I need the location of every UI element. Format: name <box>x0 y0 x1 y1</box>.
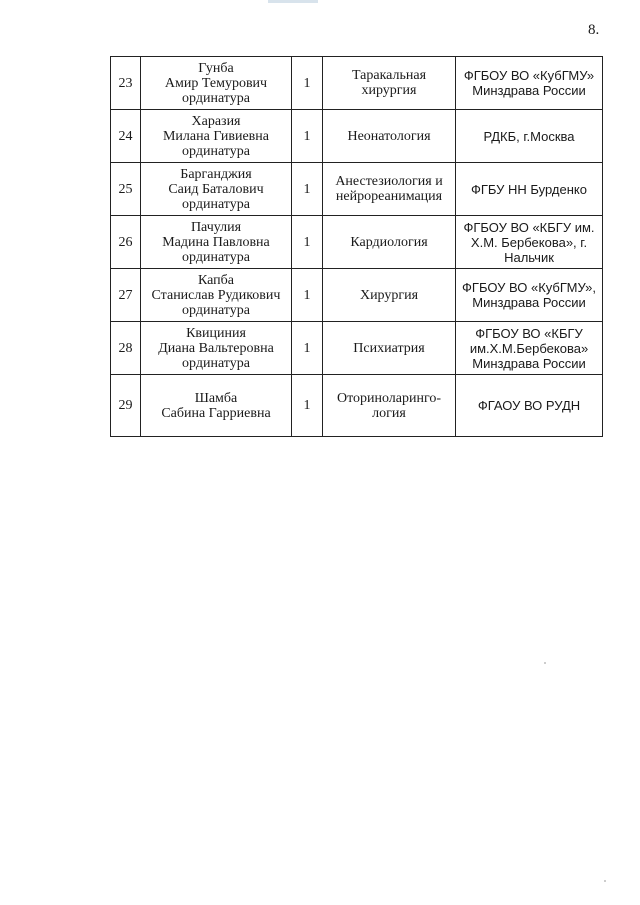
specialty-cell: Хирургия <box>323 269 456 322</box>
person-status: ординатура <box>182 196 250 212</box>
institution-cell: ФГБОУ ВО «КубГМУ», Минздрава России <box>456 269 603 322</box>
person-surname: Пачулия <box>190 219 242 235</box>
person-given-name: Милана Гивиевна <box>162 128 270 144</box>
scan-speck <box>544 662 546 664</box>
count-cell: 1 <box>292 216 323 269</box>
count-cell: 1 <box>292 163 323 216</box>
person-surname: Барганджия <box>180 166 252 182</box>
person-given-name: Мадина Павловна <box>162 234 270 250</box>
row-number: 28 <box>111 322 141 375</box>
table-row <box>111 375 603 437</box>
institution-cell: ФГБУ НН Бурденко <box>456 163 603 216</box>
table-row <box>111 216 603 269</box>
count-cell: 1 <box>292 269 323 322</box>
person-cell <box>141 375 292 437</box>
person-status: ординатура <box>182 143 250 159</box>
count-cell: 1 <box>292 57 323 110</box>
person-status: ординатура <box>182 90 250 106</box>
specialty-cell: Психиатрия <box>323 322 456 375</box>
specialty-cell: Кардиология <box>323 216 456 269</box>
row-number: 29 <box>111 375 141 437</box>
scan-artifact <box>268 0 318 3</box>
row-number: 26 <box>111 216 141 269</box>
count-cell: 1 <box>292 375 323 437</box>
person-status: ординатура <box>182 302 250 318</box>
person-cell <box>141 57 292 110</box>
row-number: 24 <box>111 110 141 163</box>
specialty-cell: Оториноларинго-логия <box>323 375 456 437</box>
person-given-name: Амир Темурович <box>164 75 268 91</box>
person-status: ординатура <box>182 355 250 371</box>
person-cell <box>141 322 292 375</box>
person-surname: Капба <box>197 272 234 288</box>
person-given-name: Диана Вальтеровна <box>158 340 274 356</box>
assignment-table <box>110 56 603 437</box>
table-row <box>111 57 603 110</box>
count-cell: 1 <box>292 322 323 375</box>
institution-cell: ФГБОУ ВО «КубГМУ» Минздрава России <box>456 57 603 110</box>
page-number: 8. <box>588 22 600 38</box>
person-cell <box>141 269 292 322</box>
institution-cell: ФГБОУ ВО «КБГУ им.Х.М.Бербекова» Минздрава России <box>456 322 603 375</box>
person-given-name: Сабина Гарриевна <box>161 405 271 421</box>
institution-cell: ФГБОУ ВО «КБГУ им. Х.М. Бербекова», г. Нальчик <box>456 216 603 269</box>
institution-cell: ФГАОУ ВО РУДН <box>456 375 603 437</box>
person-surname: Квициния <box>186 325 246 341</box>
person-surname: Шамба <box>194 390 238 406</box>
person-cell <box>141 163 292 216</box>
row-number: 27 <box>111 269 141 322</box>
table-row <box>111 163 603 216</box>
person-cell <box>141 216 292 269</box>
person-given-name: Саид Баталович <box>168 181 264 197</box>
person-surname: Гунба <box>198 60 234 76</box>
row-number: 25 <box>111 163 141 216</box>
specialty-cell: Неонатология <box>323 110 456 163</box>
specialty-cell: Таракальная хирургия <box>323 57 456 110</box>
table-row <box>111 269 603 322</box>
count-cell: 1 <box>292 110 323 163</box>
specialty-cell: Анестезиология и нейрореанимация <box>323 163 456 216</box>
scan-speck <box>604 880 606 882</box>
person-cell <box>141 110 292 163</box>
table-row <box>111 322 603 375</box>
table-row <box>111 110 603 163</box>
person-given-name: Станислав Рудикович <box>151 287 281 303</box>
institution-cell: РДКБ, г.Москва <box>456 110 603 163</box>
person-status: ординатура <box>182 249 250 265</box>
row-number: 23 <box>111 57 141 110</box>
person-surname: Харазия <box>191 113 241 129</box>
